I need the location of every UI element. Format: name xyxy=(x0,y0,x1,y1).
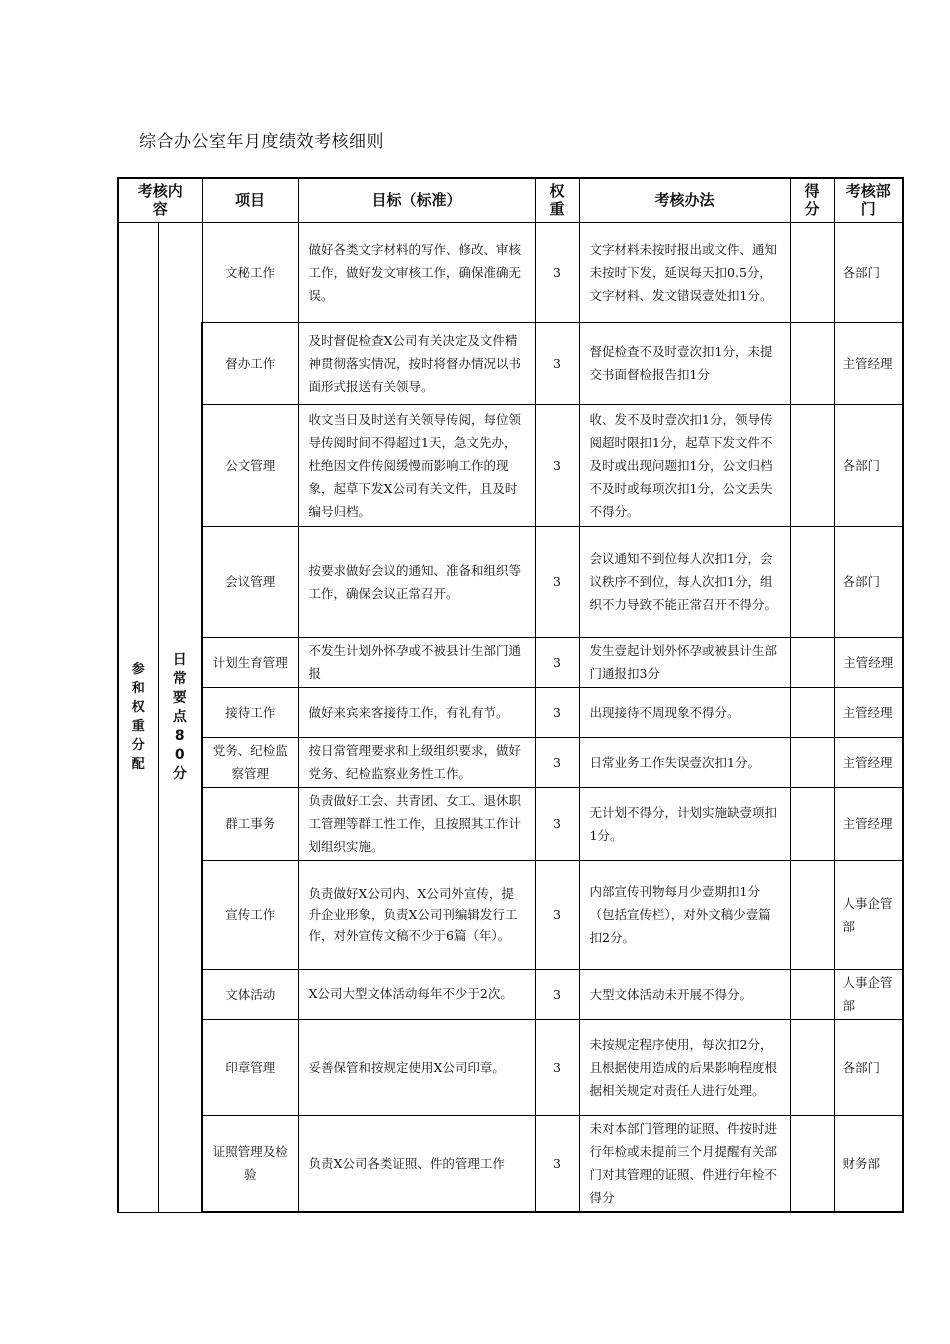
table-row xyxy=(118,1115,903,1212)
category-cell: 参和权重分配 xyxy=(118,222,158,1212)
item-cell: 群工事务 xyxy=(202,787,298,860)
table-row xyxy=(118,787,903,860)
table-row xyxy=(118,737,903,787)
dept-cell: 各部门 xyxy=(834,404,903,526)
dept-cell: 主管经理 xyxy=(834,787,903,860)
weight-cell: 3 xyxy=(535,687,579,737)
dept-cell: 主管经理 xyxy=(834,687,903,737)
table-header xyxy=(118,178,903,222)
method-cell: 文字材料未按时报出或文件、通知未按时下发，延误每天扣0.5分，文字材料、发文错误壹处扣1分。 xyxy=(579,222,790,322)
method-cell: 会议通知不到位每人次扣1分，会议秩序不到位，每人次扣1分，组织不力导致不能正常召开不得分。 xyxy=(579,526,790,637)
item-cell: 接待工作 xyxy=(202,687,298,737)
method-cell: 无计划不得分，计划实施缺壹项扣1分。 xyxy=(579,787,790,860)
weight-cell: 3 xyxy=(535,222,579,322)
dept-cell: 各部门 xyxy=(834,222,903,322)
table-row xyxy=(118,687,903,737)
weight-cell: 3 xyxy=(535,1019,579,1115)
header-content: 考核内容 xyxy=(118,178,202,222)
method-cell: 大型文体活动未开展不得分。 xyxy=(579,969,790,1019)
score-cell xyxy=(790,860,834,969)
table-row xyxy=(118,969,903,1019)
item-cell: 公文管理 xyxy=(202,404,298,526)
weight-cell: 3 xyxy=(535,969,579,1019)
method-cell: 督促检查不及时壹次扣1分，未提交书面督检报告扣1分 xyxy=(579,322,790,404)
dept-cell: 财务部 xyxy=(834,1115,903,1212)
weight-cell: 3 xyxy=(535,526,579,637)
standard-cell: 负责X公司各类证照、件的管理工作 xyxy=(298,1115,535,1212)
standard-cell: 不发生计划外怀孕或不被县计生部门通报 xyxy=(298,637,535,687)
header-weight: 权重 xyxy=(535,178,579,222)
standard-cell: 按要求做好会议的通知、准备和组织等工作，确保会议正常召开。 xyxy=(298,526,535,637)
standard-cell: 做好来宾来客接待工作，有礼有节。 xyxy=(298,687,535,737)
item-cell: 计划生育管理 xyxy=(202,637,298,687)
score-cell xyxy=(790,687,834,737)
header-method: 考核办法 xyxy=(579,178,790,222)
dept-cell: 人事企管部 xyxy=(834,860,903,969)
score-cell xyxy=(790,969,834,1019)
dept-cell: 人事企管部 xyxy=(834,969,903,1019)
item-cell: 会议管理 xyxy=(202,526,298,637)
score-cell xyxy=(790,737,834,787)
weight-cell: 3 xyxy=(535,322,579,404)
score-cell xyxy=(790,322,834,404)
method-cell: 收、发不及时壹次扣1分，领导传阅超时限扣1分，起草下发文件不及时或出现问题扣1分，公文归档不及时或每项次扣1分，公文丢失不得分。 xyxy=(579,404,790,526)
item-cell: 文秘工作 xyxy=(202,222,298,322)
weight-cell: 3 xyxy=(535,1115,579,1212)
item-cell: 证照管理及检验 xyxy=(202,1115,298,1212)
table-row xyxy=(118,404,903,526)
weight-cell: 3 xyxy=(535,737,579,787)
weight-cell: 3 xyxy=(535,860,579,969)
page-title: 综合办公室年月度绩效考核细则 xyxy=(139,132,384,152)
header-dept: 考核部门 xyxy=(834,178,903,222)
standard-cell: 妥善保管和按规定使用X公司印章。 xyxy=(298,1019,535,1115)
sub-category-cell: 日常要点80分 xyxy=(158,222,202,1212)
standard-cell: 按日常管理要求和上级组织要求，做好党务、纪检监察业务性工作。 xyxy=(298,737,535,787)
dept-cell: 主管经理 xyxy=(834,322,903,404)
method-cell: 出现接待不周现象不得分。 xyxy=(579,687,790,737)
table-row xyxy=(118,526,903,637)
method-cell: 未按规定程序使用，每次扣2分，且根据使用造成的后果影响程度根据相关规定对责任人进行处理。 xyxy=(579,1019,790,1115)
table-row xyxy=(118,637,903,687)
table-row xyxy=(118,860,903,969)
method-cell: 内部宣传刊物每月少壹期扣1分（包括宣传栏），对外文稿少壹篇扣2分。 xyxy=(579,860,790,969)
header-standard: 目标（标准） xyxy=(298,178,535,222)
method-cell: 未对本部门管理的证照、件按时进行年检或未提前三个月提醒有关部门对其管理的证照、件进行年检不得分 xyxy=(579,1115,790,1212)
table-row xyxy=(118,322,903,404)
method-cell: 日常业务工作失误壹次扣1分。 xyxy=(579,737,790,787)
standard-cell: 及时督促检查X公司有关决定及文件精神贯彻落实情况，按时将督办情况以书面形式报送有关领导。 xyxy=(298,322,535,404)
standard-cell: 收文当日及时送有关领导传阅，每位领导传阅时间不得超过1天，急文先办，杜绝因文件传阅缓慢而影响工作的现象，起草下发X公司有关文件，且及时编号归档。 xyxy=(298,404,535,526)
dept-cell: 各部门 xyxy=(834,526,903,637)
assessment-table xyxy=(117,177,904,1213)
item-cell: 印章管理 xyxy=(202,1019,298,1115)
dept-cell: 各部门 xyxy=(834,1019,903,1115)
score-cell xyxy=(790,787,834,860)
score-cell xyxy=(790,526,834,637)
standard-cell: 负责做好X公司内、X公司外宣传，提升企业形象，负责X公司刊编辑发行工作，对外宣传文稿不少于6篇（年）。 xyxy=(298,860,535,969)
dept-cell: 主管经理 xyxy=(834,637,903,687)
item-cell: 党务、纪检监察管理 xyxy=(202,737,298,787)
item-cell: 督办工作 xyxy=(202,322,298,404)
score-cell xyxy=(790,1115,834,1212)
method-cell: 发生壹起计划外怀孕或被县计生部门通报扣3分 xyxy=(579,637,790,687)
table-row xyxy=(118,1019,903,1115)
score-cell xyxy=(790,1019,834,1115)
header-score: 得分 xyxy=(790,178,834,222)
table-row xyxy=(118,222,903,322)
item-cell: 文体活动 xyxy=(202,969,298,1019)
weight-cell: 3 xyxy=(535,787,579,860)
standard-cell: X公司大型文体活动每年不少于2次。 xyxy=(298,969,535,1019)
score-cell xyxy=(790,404,834,526)
standard-cell: 负责做好工会、共青团、女工、退休职工管理等群工性工作，且按照其工作计划组织实施。 xyxy=(298,787,535,860)
score-cell xyxy=(790,222,834,322)
dept-cell: 主管经理 xyxy=(834,737,903,787)
header-item: 项目 xyxy=(202,178,298,222)
score-cell xyxy=(790,637,834,687)
item-cell: 宣传工作 xyxy=(202,860,298,969)
standard-cell: 做好各类文字材料的写作、修改、审核工作，做好发文审核工作，确保准确无误。 xyxy=(298,222,535,322)
weight-cell: 3 xyxy=(535,637,579,687)
weight-cell: 3 xyxy=(535,404,579,526)
